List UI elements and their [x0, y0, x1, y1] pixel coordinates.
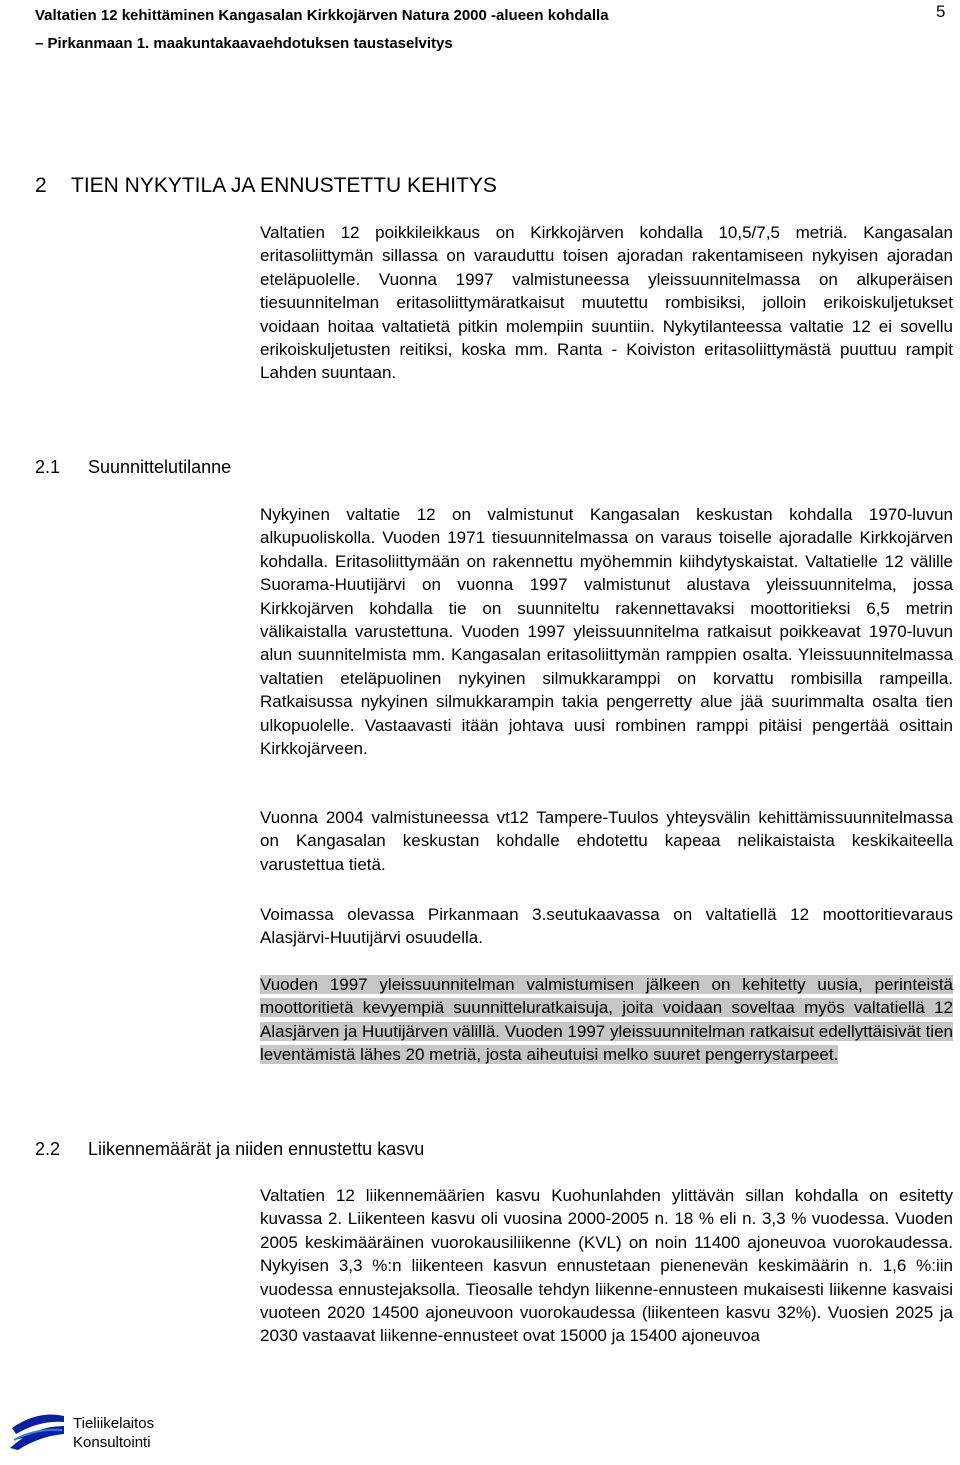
running-header-title: Valtatien 12 kehittäminen Kangasalan Kirkkojärven Natura 2000 -alueen kohdalla [35, 7, 609, 24]
org-line-2: Konsultointi [73, 1434, 151, 1451]
page-number: 5 [936, 2, 946, 21]
section-2-2-heading [35, 1137, 424, 1161]
section-number: 2.1 [35, 457, 61, 477]
organization-name [73, 1414, 154, 1452]
section-2-1-paragraph-1: Nykyinen valtatie 12 on valmistunut Kangasalan keskustan kohdalla 1970-luvun alkupuoliskolla. Vuoden 1971 tiesuunnitelmassa on varaus toiselle ajoradalle Kirkkojärven kohdalla. Eritasoliittymään on rakennettu myöhemmin kiihdytyskaistat. Valtatielle 12 välille Suorama-Huutijärvi on vuonna 1997 valmistunut alustava yleissuunnitelma, jossa Kirkkojärven kohdalla tie on suunniteltu rakennettavaksi moottoritieksi 6,5 metrin välikaistalla varustettuna. Vuoden 1997 yleissuunnitelma ratkaisut poikkeavat 1970-luvun alun suunnitelmista mm. Kangasalan eritasoliittymän ramppien osalta. Yleissuunnitelmassa valtatien eteläpuolinen nykyinen silmukkaramppi on korvattu rombisilla rampeilla. Ratkaisussa nykyinen silmukkarampin takia pengerretty alue jää suurimmalta osalta tien ulkopuolelle. Vastaavasti itään johtava uusi rombinen ramppi pitäisi pengertää osittain Kirkkojärveen. [260, 505, 953, 759]
tieliikelaitos-logo-icon [10, 1412, 66, 1452]
section-title: Suunnittelutilanne [88, 457, 232, 477]
section-2-1-heading [35, 455, 231, 479]
org-line-1: Tieliikelaitos [73, 1415, 155, 1432]
section-2-1-paragraph-3: Voimassa olevassa Pirkanmaan 3.seutukaavassa on valtatiellä 12 moottoritievaraus Alasjärvi-Huutijärvi osuudella. [260, 905, 953, 948]
section-2-heading [35, 173, 497, 199]
section-2-1-paragraph-2: Vuonna 2004 valmistuneessa vt12 Tampere-Tuulos yhteysvälin kehittämissuunnitelmassa on Kangasalan keskustan kohdalle ehdotettu kapeaa nelikaistaista keskikaiteella varustettua tietä. [260, 808, 953, 874]
section-title: TIEN NYKYTILA JA ENNUSTETTU KEHITYS [71, 174, 497, 197]
section-number: 2 [35, 174, 47, 197]
highlighted-text: Vuoden 1997 yleissuunnitelman valmistumisen jälkeen on kehitetty uusia, perinteistä moottoritietä kevyempiä suunnitteluratkaisuja, joita voidaan soveltaa myös valtatiellä 12 Alasjärven ja Huutijärven välillä. Vuoden 1997 yleissuunnitelman ratkaisut edellyttäisivät tien leventämistä lähes 20 metriä, josta aiheutuisi melko suuret pengerrystarpeet. [260, 975, 953, 1065]
section-2-2-paragraph: Valtatien 12 liikennemäärien kasvu Kuohunlahden ylittävän sillan kohdalla on esitetty kuvassa 2. Liikenteen kasvu oli vuosina 2000-2005 n. 18 % eli n. 3,3 % vuodessa. Vuoden 2005 keskimääräinen vuorokausiliikenne (KVL) on noin 11400 ajoneuvoa vuorokaudessa. Nykyisen 3,3 %:n liikenteen kasvun ennustetaan pienenevän keskimäärin n. 1,6 %:iin vuodessa ennustejaksolla. Tieosalle tehdyn liikenne-ennusteen mukaisesti liikenne kasvaisi vuoteen 2020 14500 ajoneuvoon vuorokaudessa (liikenteen kasvu 32%). Vuosien 2025 ja 2030 vastaavat liikenne-ennusteet ovat 15000 ja 15400 ajoneuvoa [260, 1186, 953, 1346]
section-2-1-paragraph-4-highlighted [260, 973, 953, 1067]
section-2-paragraph: Valtatien 12 poikkileikkaus on Kirkkojärven kohdalla 10,5/7,5 metriä. Kangasalan eritasoliittymän sillassa on varauduttu toisen ajoradan rakentamiseen nykyisen ajoradan eteläpuolelle. Vuonna 1997 valmistuneessa yleissuunnitelmassa on alkuperäisen tiesuunnitelman eritasoliittymäratkaisut muutettu rombisiksi, jolloin erikoiskuljetukset voidaan hoitaa valtatietä pitkin molempiin suuntiin. Nykytilanteessa valtatie 12 ei sovellu erikoiskuljetusten reitiksi, koska mm. Ranta - Koiviston eritasoliittymästä puuttuu rampit Lahden suuntaan. [260, 223, 953, 383]
section-title: Liikennemäärät ja niiden ennustettu kasvu [88, 1139, 425, 1159]
running-header-subtitle: – Pirkanmaan 1. maakuntakaavaehdotuksen taustaselvitys [35, 35, 453, 52]
section-number: 2.2 [35, 1139, 61, 1159]
